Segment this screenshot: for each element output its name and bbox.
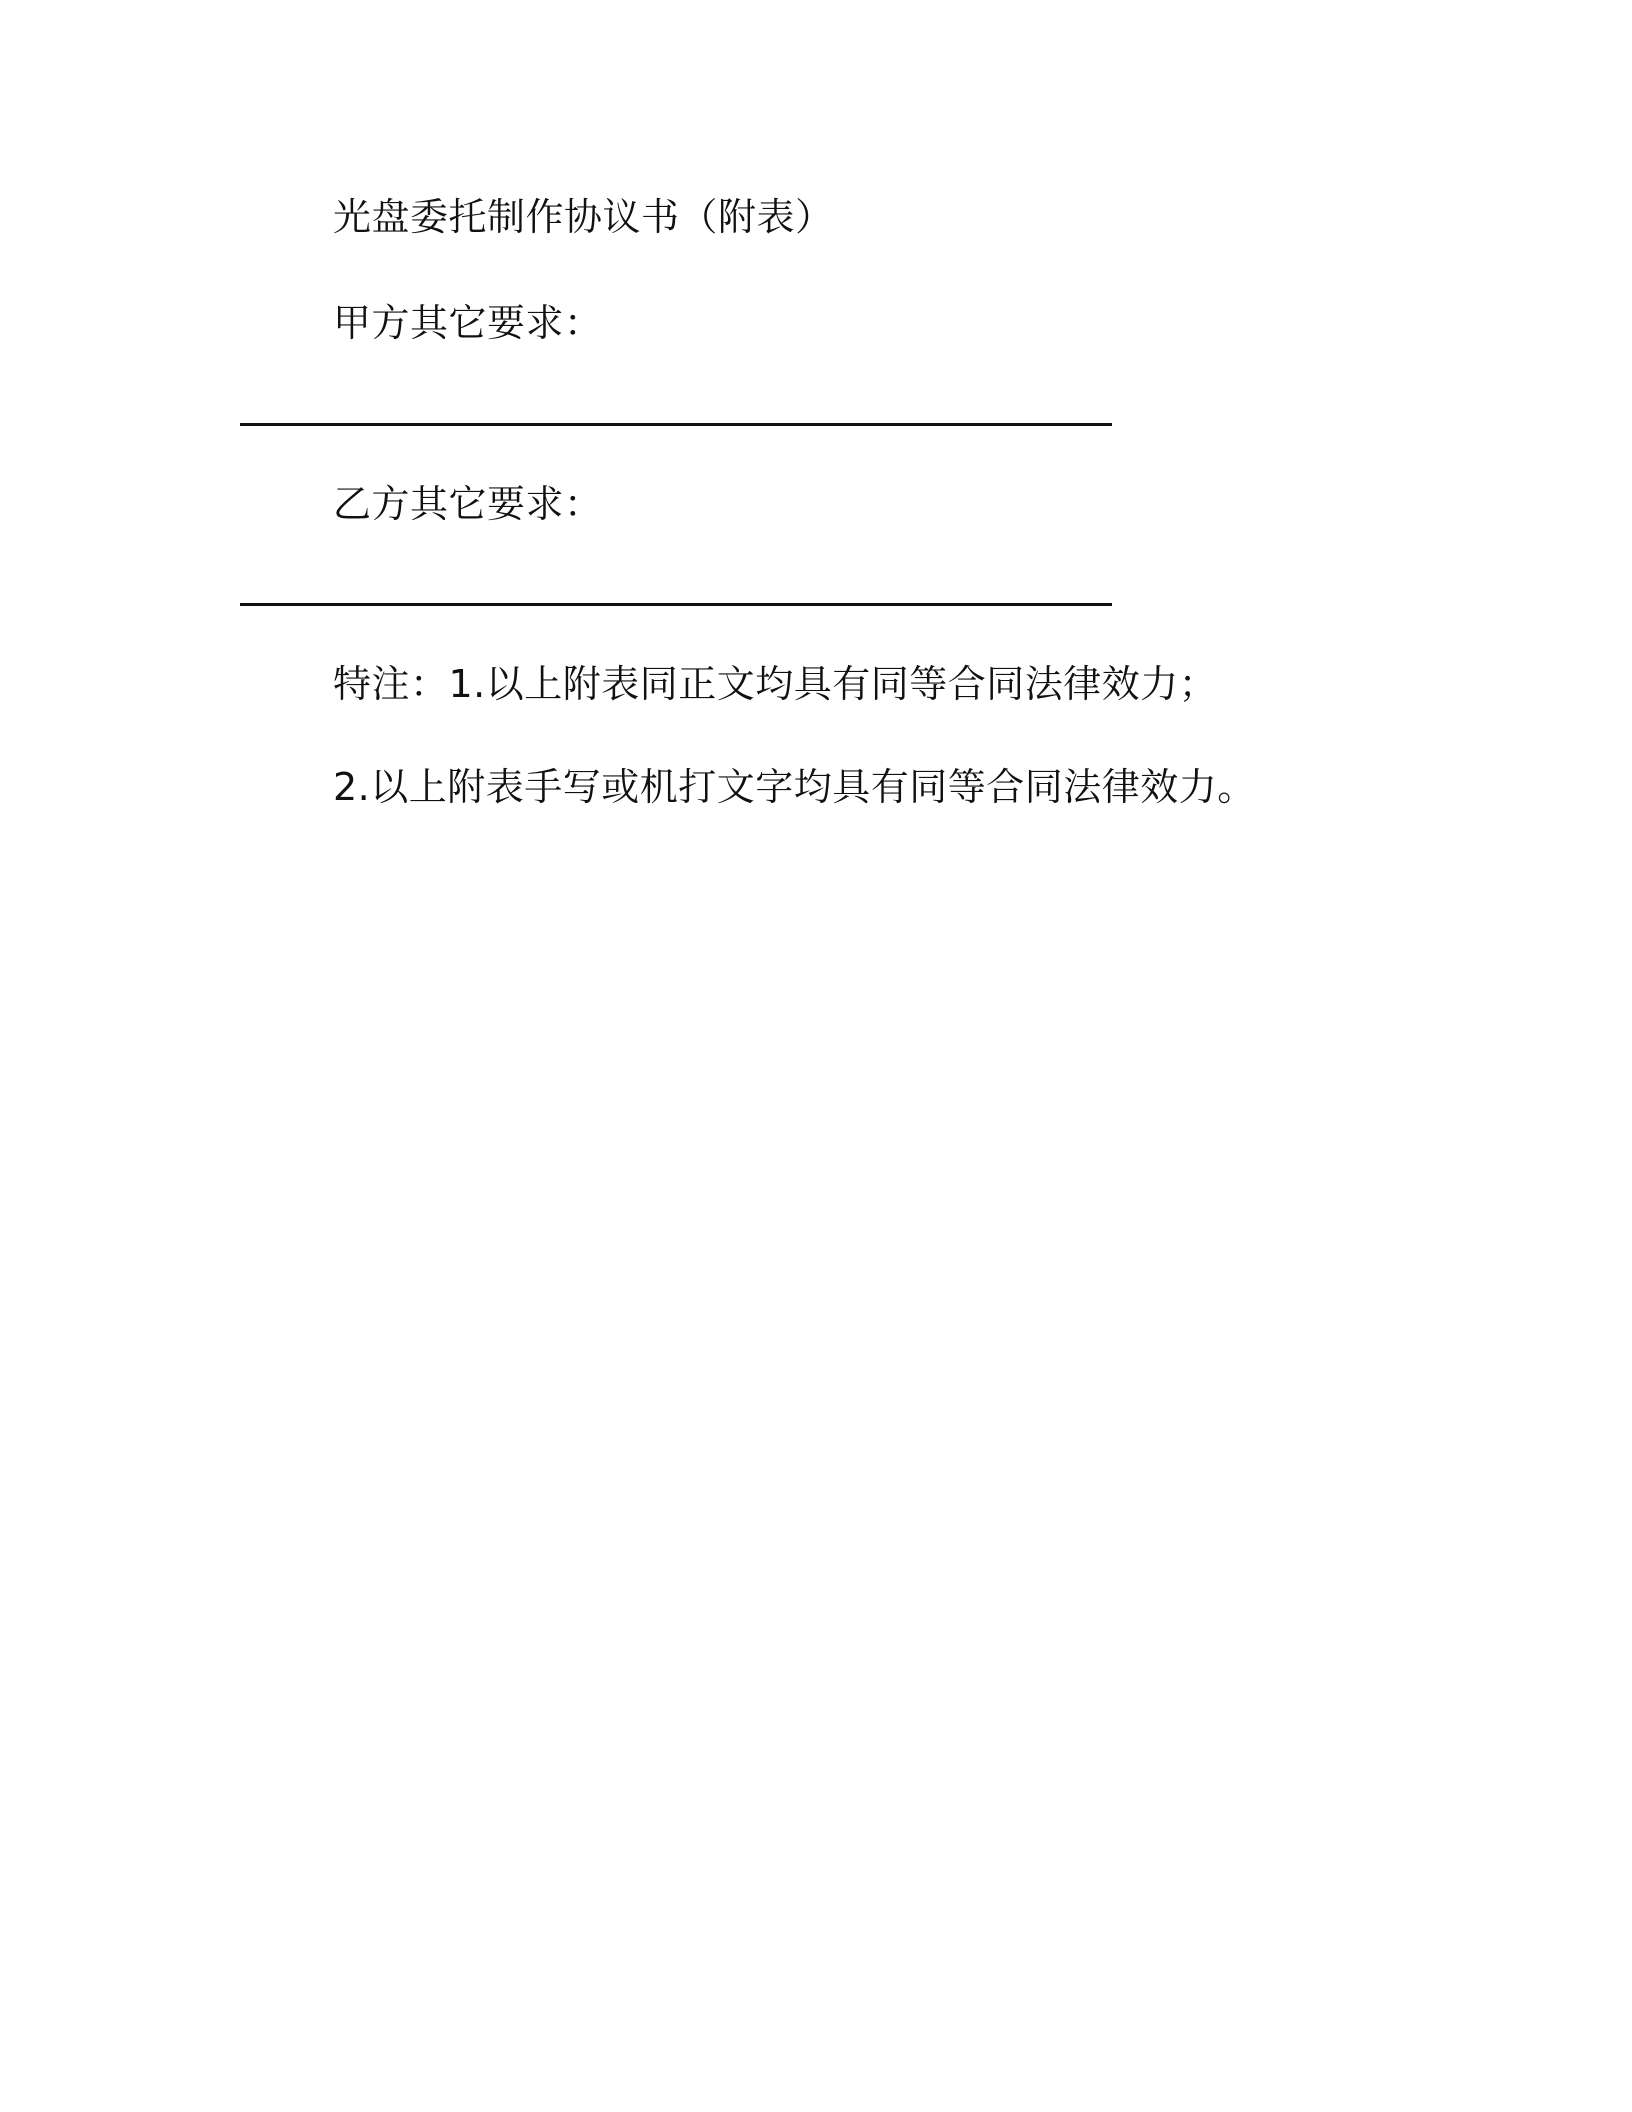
party-b-requirements-label: 乙方其它要求： (333, 482, 603, 526)
party-a-requirements-label: 甲方其它要求： (333, 301, 603, 345)
party-a-blank-line (240, 423, 1112, 426)
special-note-2: 2.以上附表手写或机打文字均具有同等合同法律效力。 (333, 765, 1256, 809)
special-note-1: 特注：1.以上附表同正文均具有同等合同法律效力； (333, 662, 1218, 706)
party-b-blank-line (240, 603, 1112, 606)
document-title: 光盘委托制作协议书（附表） (333, 195, 834, 239)
